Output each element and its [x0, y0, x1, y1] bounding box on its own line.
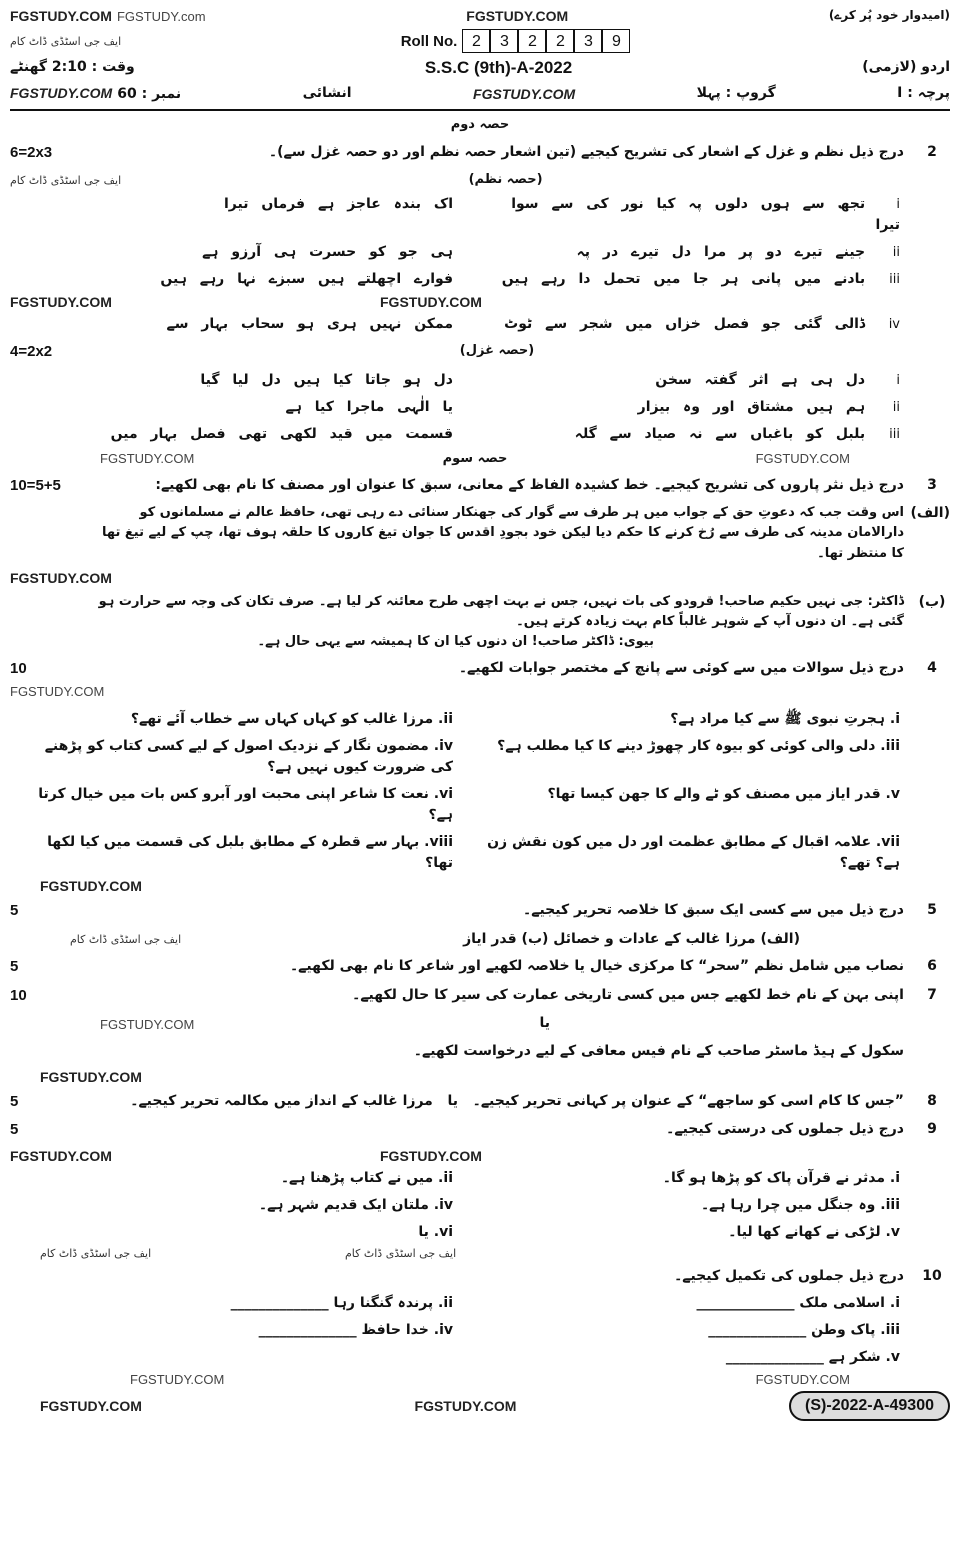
roll-digit[interactable]: 9 — [602, 29, 630, 53]
q4-item: iv. مضمون نگار کے نزدیک اصول کے لیے کسی کتاب کو پڑھنے کی ضرورت کیوں نہیں ہے؟ — [44, 738, 453, 776]
text: ہم ہیں مشتاق اور وہ بیزار — [637, 398, 866, 415]
watermark-urdu: ایف جی اسٹڈی ڈاٹ کام — [10, 34, 122, 48]
prose-line: بیوی: ڈاکٹر صاحب! ان دنوں کیا ان کا ہمیشہ سے یہی حال ہے۔ — [257, 634, 654, 649]
question-10 — [10, 1266, 950, 1288]
text: پرندہ گنگنا رہا — [333, 1295, 434, 1312]
candidate-note: (امیدوار خود پُر کرے) — [828, 8, 950, 23]
marks: 10 — [10, 660, 27, 678]
q4-item: vii. علامہ اقبال کے مطابق عظمت اور دل میں کون نقش زن ہے؟ تھے؟ — [487, 834, 900, 872]
or-row — [10, 1013, 950, 1035]
verse-line: ہی جو کو حسرت ہی آرزو ہے — [202, 244, 453, 261]
text: علامہ اقبال کے مطابق عظمت اور دل میں کون نقش زن ہے؟ تھے؟ — [487, 834, 900, 872]
subheading-row — [10, 170, 950, 190]
q9-item: v. لڑکی نے کھانے کھا لیا۔ — [728, 1223, 900, 1240]
verse-number: ii — [892, 399, 900, 415]
text: i — [895, 711, 900, 728]
watermark-row — [10, 1069, 950, 1085]
question-number: 5 — [927, 902, 937, 919]
paper-type: انشائی — [302, 85, 352, 102]
text: بادنے میں پانی ہر جا میں تحمل دا رہے ہیں — [501, 271, 866, 288]
q5-options: (الف) مرزا غالب کے عادات و خصائل (ب) قدر ایاز — [463, 930, 800, 947]
verse-line — [477, 314, 900, 335]
question-text: درج ذیل نظم و غزل کے اشعار کی تشریح کیجیے (تین اشعار حصہ نظم اور دو حصہ غزل سے)۔ — [268, 143, 904, 160]
part-label: (ب) — [918, 593, 946, 610]
text: iv — [439, 1322, 453, 1339]
ghazal-heading — [10, 341, 950, 364]
nazm-verses — [10, 314, 950, 335]
question-8-body — [90, 1091, 904, 1113]
question-text: درج ذیل جملوں کی تکمیل کیجیے۔ — [674, 1267, 904, 1284]
watermark-urdu: ایف جی اسٹڈی ڈاٹ کام — [70, 932, 182, 946]
q10-items — [10, 1293, 950, 1368]
watermark: FGSTUDY.COM — [10, 683, 105, 699]
watermark-urdu: ایف جی اسٹڈی ڈاٹ کام — [345, 1246, 457, 1260]
roll-number — [401, 29, 631, 53]
text: تجھ سے ہوں دلوں پہ کیا نور کی سے سوا تیرا — [511, 196, 900, 234]
section-title: حصہ سوم — [442, 450, 508, 466]
watermark: FGSTUDY.COM — [40, 1398, 142, 1415]
verse-line: دل ہو جاتا کیا ہیں دل لیا گیا — [200, 371, 453, 388]
text: خدا حافظ — [361, 1322, 429, 1339]
text: ii — [443, 1295, 453, 1312]
text: vi — [439, 1223, 453, 1240]
verse-number: i — [896, 197, 900, 213]
verse-line: ممکن نہیں ہری ہو سحاب بہار سے — [166, 316, 453, 333]
verse-line — [477, 194, 900, 236]
question-8 — [10, 1091, 950, 1114]
prose-line: دنوں آپ کے شوہر غالباً کام بہت زیادہ کرتے ہیں۔ — [516, 613, 826, 629]
watermark: FGSTUDY.com — [116, 9, 206, 24]
text: vii — [881, 834, 900, 851]
text: iv — [439, 738, 453, 755]
prose-line: ڈاکٹر: جی نہیں حکیم صاحب! قرودو کی بات نہیں، جس نے بہت اچھی طرح معائنہ کر لیا ہے۔ صرف تکان کی وجہ سے حرارت ہو گئی ہے۔ ان — [98, 593, 904, 629]
prose — [90, 592, 904, 652]
text: یا — [418, 1223, 429, 1240]
verse-number: iii — [889, 272, 900, 288]
marks: 10 — [10, 986, 27, 1004]
section-title: حصہ دوم — [450, 117, 510, 133]
q9-item: i. مدثر نے قرآن پاک کو پڑھا ہو گا۔ — [662, 1169, 900, 1186]
q10-item: i. اسلامی ملک ______________ — [696, 1295, 900, 1312]
title-row — [10, 57, 950, 79]
part-a — [10, 503, 950, 563]
verse-line — [477, 397, 900, 418]
q10-item: iv. خدا حافظ ______________ — [258, 1322, 453, 1339]
verse-number: ii — [892, 245, 900, 261]
text: ہجرتِ نبوی ﷺ سے کیا مراد ہے؟ — [670, 711, 885, 728]
q9-items — [10, 1168, 950, 1243]
watermark: FGSTUDY.COM — [473, 86, 576, 103]
verse-line: فوارے اچھلتے ہیں سبزے نہا رہے ہیں — [160, 271, 453, 288]
text: v — [890, 1349, 900, 1366]
watermark: FGSTUDY.COM — [40, 1068, 142, 1085]
text: جینے تیرے دو پر مرا دل تیرے در پہ — [576, 244, 866, 261]
part-label: (الف) — [910, 505, 950, 522]
text: ii — [443, 711, 453, 728]
watermark-urdu: ایف جی اسٹڈی ڈاٹ کام — [40, 1246, 152, 1260]
question-number: 2 — [927, 143, 937, 160]
watermark: FGSTUDY.COM — [10, 8, 112, 24]
q9-item: iii. وہ جنگل میں چرا رہا ہے۔ — [700, 1196, 900, 1213]
marks: 5 — [10, 902, 19, 920]
q10-item: ii. پرندہ گنگنا رہا ______________ — [230, 1295, 453, 1312]
question-text: درج ذیل سوالات میں سے کوئی سے پانچ کے مختصر جوابات لکھیے۔ — [458, 660, 904, 677]
watermark: FGSTUDY.COM — [466, 7, 569, 24]
marks: 6=2x3 — [10, 143, 53, 161]
question-4 — [10, 658, 950, 703]
roll-digit[interactable]: 2 — [462, 29, 490, 53]
text: میں نے کتاب پڑھنا ہے۔ — [280, 1169, 434, 1186]
watermark-row — [10, 294, 950, 310]
question-text: سکول کے ہیڈ ماسٹر صاحب کے نام فیس معافی کے لیے درخواست لکھیے۔ — [413, 1043, 904, 1060]
text: iii — [885, 738, 900, 755]
question-number: 8 — [927, 1092, 937, 1109]
footer-row — [10, 1391, 950, 1421]
q10-item: iii. پاک وطن ______________ — [708, 1322, 900, 1339]
question-text: نصاب میں شامل نظم ”سحر“ کا مرکزی خیال یا خلاصہ لکھیے اور شاعر کا نام بھی لکھیے۔ — [289, 958, 904, 975]
q4-item: viii. بہار سے قطرہ کے مطابق بلبل کی قسمت میں کیا لکھا تھا؟ — [47, 834, 453, 872]
ghazal-title: (حصہ غزل) — [459, 343, 535, 359]
part-b — [10, 592, 950, 652]
text: دل ہی ہے اثر گفتہ سخن — [655, 371, 866, 388]
watermark: FGSTUDY.COM — [380, 294, 482, 311]
watermark: FGSTUDY.COM — [130, 1372, 225, 1388]
text: viii — [429, 834, 453, 851]
question-text: درج ذیل نثر پاروں کی تشریح کیجیے۔ خط کشیدہ الفاظ کے معانی، سبق کا عنوان اور مصنف کا نام بھی لکھیے: — [155, 476, 904, 493]
exam-title: S.S.C (9th)-A-2022 — [424, 57, 573, 77]
question-7-alt — [10, 1041, 950, 1063]
text: اسلامی ملک — [799, 1295, 885, 1312]
verse-line: قسمت میں قید لکھی تھی فصل بہار میں — [110, 425, 453, 442]
roll-boxes[interactable] — [462, 31, 630, 50]
prose — [90, 503, 904, 563]
or-label: یا — [447, 1092, 458, 1109]
text: ii — [443, 1169, 453, 1186]
watermark: FGSTUDY.COM — [755, 1372, 850, 1388]
text: لڑکی نے کھانے کھا لیا۔ — [728, 1223, 881, 1240]
question-2 — [10, 142, 950, 165]
text: iv — [439, 1196, 453, 1213]
roll-digit[interactable]: 3 — [574, 29, 602, 53]
paper-number: پرچہ : I — [897, 85, 950, 102]
watermark: FGSTUDY.COM — [100, 1016, 195, 1032]
watermark: FGSTUDY.COM — [10, 569, 112, 586]
marks: 10=5+5 — [10, 476, 61, 494]
ghazal-verses — [10, 370, 950, 445]
or-label: یا — [539, 1015, 550, 1032]
roll-label: Roll No. — [400, 33, 458, 50]
question-9 — [10, 1119, 950, 1142]
text: دلی والی کوئی کو بیوہ کار چھوڑ دینے کا کیا مطلب ہے؟ — [497, 738, 876, 755]
marks: 5 — [10, 958, 19, 976]
text: بلبل کو باغباں سے نہ صیاد سے گلہ — [574, 425, 866, 442]
marks: نمبر : 60 — [117, 85, 182, 102]
info-row — [10, 83, 950, 106]
roll-digit[interactable]: 3 — [490, 29, 518, 53]
time: وقت : 2:10 گھنٹے — [10, 59, 135, 75]
watermark: FGSTUDY.COM — [380, 1147, 482, 1164]
watermark-row — [10, 449, 950, 469]
verse-line: یا الٰہی ماجرا کیا ہے — [285, 398, 453, 415]
text: مرزا غالب کو کہاں کہاں سے خطاب آئے تھے؟ — [130, 711, 434, 728]
question-number: 7 — [927, 986, 937, 1003]
prose-line: اس وقت جب کہ دعوتِ حق کے جواب میں ہر طرف سے گوار کی جھنکار سنائی دے رہی تھی، حافظ عالم نے مسلمانوں کو دارالامان مدینہ کی — [139, 505, 904, 541]
watermark-row — [10, 1148, 950, 1164]
question-7 — [10, 985, 950, 1008]
marks-group — [10, 83, 181, 106]
question-5 — [10, 900, 950, 923]
watermark: FGSTUDY.COM — [10, 294, 112, 311]
verse-line — [477, 242, 900, 263]
text: مضمون نگار کے نزدیک اصول کے لیے کسی کتاب کو پڑھنے کی ضرورت کیوں نہیں ہے؟ — [44, 738, 453, 776]
marks: 4=2x2 — [10, 343, 53, 361]
group: گروپ : پہلا — [696, 85, 776, 102]
question-number: 9 — [927, 1121, 937, 1138]
q4-item: iii. دلی والی کوئی کو بیوہ کار چھوڑ دینے کا کیا مطلب ہے؟ — [497, 738, 900, 755]
roll-row — [10, 29, 950, 53]
verse-line — [477, 370, 900, 391]
verse-line: اک بندہ عاجز ہے فرماں تیرا — [223, 196, 453, 213]
roll-digit[interactable]: 2 — [518, 29, 546, 53]
marks-group — [10, 658, 105, 703]
verse-number: iii — [889, 426, 900, 442]
verse-number: iv — [888, 317, 900, 333]
text: iii — [885, 1322, 900, 1339]
watermark-row — [10, 878, 950, 894]
text: i — [895, 1295, 900, 1312]
question-text: ”جس کا کام اسی کو ساجھے“ کے عنوان پر کہانی تحریر کیجیے۔ — [472, 1092, 904, 1109]
verse-number: i — [896, 372, 900, 388]
text: v — [890, 786, 900, 803]
question-number: 10 — [922, 1267, 942, 1284]
q9-item: ii. میں نے کتاب پڑھنا ہے۔ — [280, 1169, 453, 1186]
q4-item: vi. نعت کا شاعر اپنی محبت اور آبرو کس بات میں خیال کرتا ہے؟ — [38, 786, 453, 824]
q4-items — [10, 709, 950, 874]
watermark-group — [10, 6, 206, 25]
watermark: FGSTUDY.COM — [100, 451, 195, 467]
q4-item: v. قدر ایاز میں مصنف کو ٹے والے کا جھن کیسا تھا؟ — [547, 786, 900, 803]
question-6 — [10, 956, 950, 979]
marks: 5 — [10, 1121, 19, 1139]
text: i — [895, 1169, 900, 1186]
watermark-urdu: ایف جی اسٹڈی ڈاٹ کام — [10, 173, 122, 187]
nazm-title: (حصہ نظم) — [468, 172, 543, 188]
marks: 5 — [10, 1092, 19, 1110]
q4-item: ii. مرزا غالب کو کہاں کہاں سے خطاب آئے تھے؟ — [130, 711, 453, 728]
text: پاک وطن — [811, 1322, 876, 1339]
roll-digit[interactable]: 2 — [546, 29, 574, 53]
watermark: FGSTUDY.COM — [10, 84, 113, 101]
text: شکر ہے — [828, 1349, 881, 1366]
question-text: مرزا غالب کے انداز میں مکالمہ تحریر کیجیے۔ — [130, 1092, 433, 1109]
watermark: FGSTUDY.COM — [755, 451, 850, 467]
watermark: FGSTUDY.COM — [40, 878, 142, 895]
text: بہار سے قطرہ کے مطابق بلبل کی قسمت میں کیا لکھا تھا؟ — [47, 834, 453, 872]
q10-item: v. شکر ہے ______________ — [725, 1349, 900, 1366]
prose-line: طرف سے رُخ کرنے کا حکم دیا لیکن خود بجودِ اقدس کا جوان تیغ کاروں کا حلقہ ہوف تھا، چپ کے لیے تیغ تھا کا منتظر تھا۔ — [102, 525, 904, 561]
nazm-verses — [10, 194, 950, 290]
question-text: درج ذیل میں سے کسی ایک سبق کا خلاصہ تحریر کیجیے۔ — [523, 902, 904, 919]
text: v — [890, 1223, 900, 1240]
verse-line — [477, 269, 900, 290]
q4-item: i. ہجرتِ نبوی ﷺ سے کیا مراد ہے؟ — [670, 711, 900, 728]
watermark: FGSTUDY.COM — [10, 1147, 112, 1164]
question-text: اپنی بہن کے نام خط لکھیے جس میں کسی تاریخی عمارت کی سیر کا حال لکھیے۔ — [352, 986, 904, 1003]
watermark-row — [10, 570, 950, 586]
watermark: FGSTUDY.COM — [414, 1398, 517, 1415]
q9-item: iv. ملتان ایک قدیم شہر ہے۔ — [258, 1196, 453, 1213]
text: مدثر نے قرآن پاک کو پڑھا ہو گا۔ — [662, 1169, 885, 1186]
question-text: درج ذیل جملوں کی درستی کیجیے۔ — [666, 1121, 904, 1138]
question-number: 6 — [927, 958, 937, 975]
divider — [10, 109, 950, 111]
question-number: 4 — [927, 660, 937, 677]
text: وہ جنگل میں چرا رہا ہے۔ — [700, 1196, 876, 1213]
text: iii — [885, 1196, 900, 1213]
paper-code-stamp: (S)-2022-A-49300 — [789, 1391, 950, 1421]
question-3 — [10, 475, 950, 498]
question-number: 3 — [927, 476, 937, 493]
text: قدر ایاز میں مصنف کو ٹے والے کا جھن کیسا تھا؟ — [547, 786, 881, 803]
verse-line — [477, 424, 900, 445]
watermark-row — [10, 1247, 950, 1260]
text: نعت کا شاعر اپنی محبت اور آبرو کس بات میں خیال کرتا ہے؟ — [38, 786, 453, 824]
watermark-row — [10, 1372, 950, 1387]
q5-options-row — [10, 929, 950, 951]
text: ملتان ایک قدیم شہر ہے۔ — [258, 1196, 429, 1213]
text: ڈالی گئی جو فصل خزاں میں شجر سے ٹوٹ — [504, 316, 866, 333]
q9-item: vi. یا — [418, 1223, 453, 1240]
text: vi — [439, 786, 453, 803]
subject: اردو (لازمی) — [862, 59, 950, 75]
watermark-row — [10, 6, 950, 25]
